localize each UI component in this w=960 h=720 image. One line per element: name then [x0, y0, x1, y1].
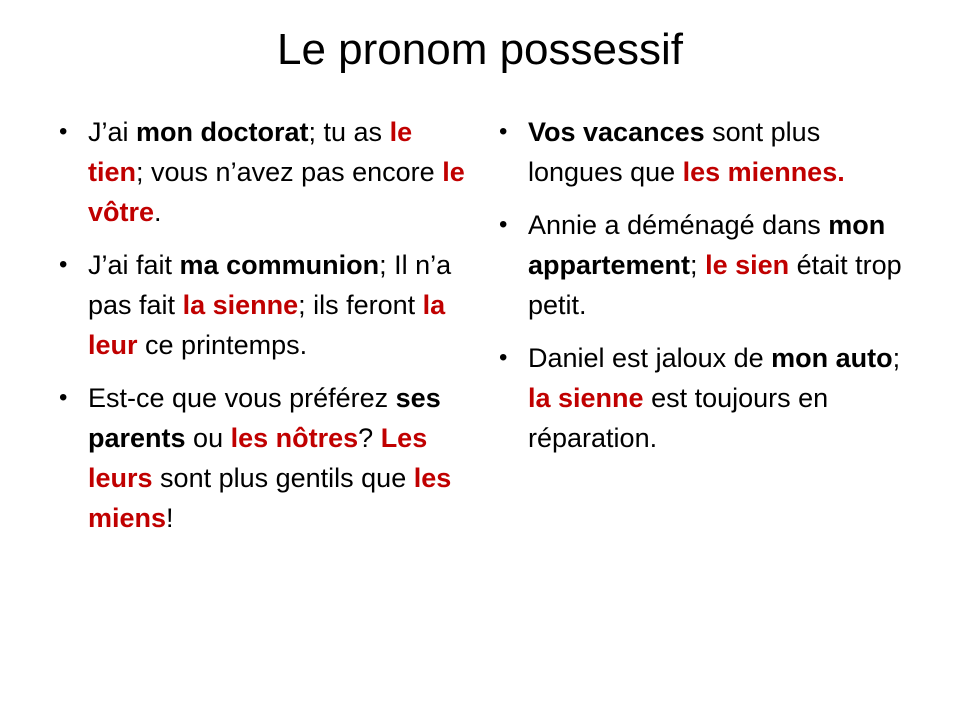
right-bullet-list — [496, 112, 906, 471]
bullet-dot-icon: • — [59, 384, 68, 411]
sentence-text: ; — [690, 250, 706, 280]
sentence-text: Est-ce que vous préférez — [88, 383, 396, 413]
sentence-text: ce printemps. — [137, 330, 308, 360]
right-bullet-item — [496, 338, 906, 458]
left-bullet-item — [56, 245, 466, 365]
sentence-text: est toujours en réparation. — [528, 383, 829, 453]
sentence-text: . — [154, 197, 162, 227]
possessive-pronoun: le sien — [705, 250, 790, 280]
possessed-noun: mon appartement — [528, 210, 886, 280]
slide-title: Le pronom possessif — [277, 25, 683, 74]
possessed-noun: mon doctorat — [136, 117, 309, 147]
bullet-dot-icon: • — [499, 118, 508, 145]
sentence-text: était trop petit. — [528, 250, 902, 320]
left-bullet-item — [56, 378, 466, 538]
possessive-pronoun: les miens — [88, 463, 452, 533]
sentence-text: J’ai — [88, 117, 137, 147]
left-bullet-item — [56, 112, 466, 232]
left-bullet-list — [56, 112, 466, 551]
sentence-text: ; tu as — [308, 117, 390, 147]
sentence-text: ; Il n’a pas fait — [88, 250, 452, 320]
possessive-pronoun: la sienne — [182, 290, 299, 320]
sentence-text: ; vous n’avez pas encore — [136, 157, 443, 187]
possessed-noun: ses parents — [88, 383, 441, 453]
sentence-text: ; — [892, 343, 901, 373]
sentence-text: J’ai fait — [88, 250, 180, 280]
sentence-text: ou — [185, 423, 231, 453]
right-bullet-item — [496, 112, 906, 192]
sentence-text: ; ils feront — [298, 290, 423, 320]
sentence-text: ! — [166, 503, 174, 533]
sentence-text: sont plus longues que — [528, 117, 821, 187]
possessive-pronoun: le vôtre — [88, 157, 465, 227]
sentence-text: Daniel est jaloux de — [528, 343, 772, 373]
sentence-text: Annie a déménagé dans — [528, 210, 829, 240]
bullet-dot-icon: • — [499, 211, 508, 238]
possessive-pronoun: Les leurs — [88, 423, 428, 493]
bullet-dot-icon: • — [59, 251, 68, 278]
sentence-text: sont plus gentils que — [152, 463, 414, 493]
possessed-noun: Vos vacances — [528, 117, 705, 147]
sentence-text: ? — [358, 423, 381, 453]
possessive-pronoun: la sienne — [528, 383, 644, 413]
possessive-pronoun: les nôtres — [230, 423, 359, 453]
bullet-dot-icon: • — [59, 118, 68, 145]
possessed-noun: ma communion — [179, 250, 380, 280]
right-bullet-item — [496, 205, 906, 325]
possessive-pronoun: les miennes. — [682, 157, 845, 187]
possessive-pronoun: le tien — [88, 117, 413, 187]
possessed-noun: mon auto — [771, 343, 893, 373]
bullet-dot-icon: • — [499, 344, 508, 371]
possessive-pronoun: la leur — [88, 290, 446, 360]
